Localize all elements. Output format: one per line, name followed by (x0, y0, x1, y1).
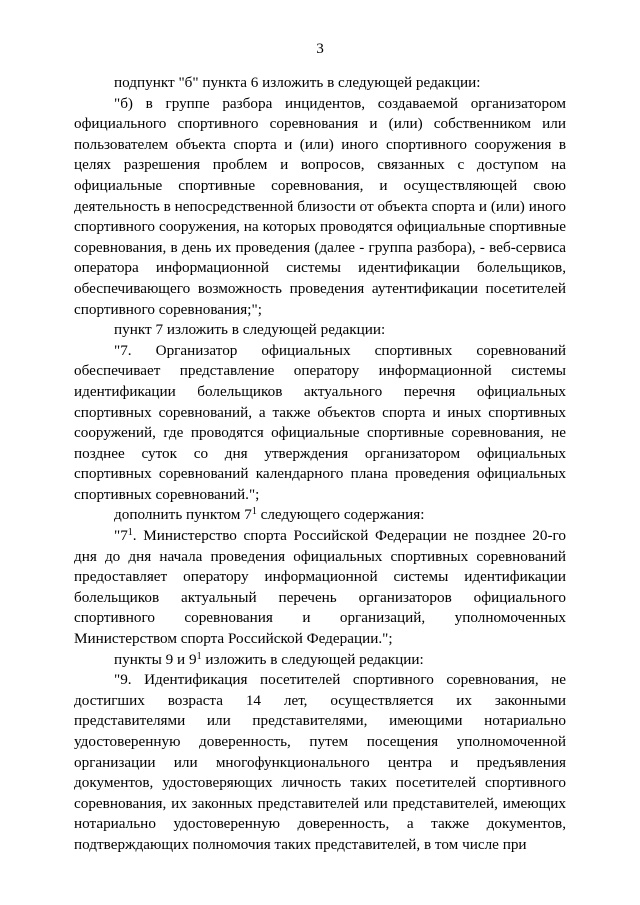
paragraph-text-part: пункты 9 и 9 (114, 650, 197, 668)
paragraph-subpoint-b-text: "б) в группе разбора инцидентов, создаваемой организатором официального спортивного соревнования и (или) собственником или пользователем объекта спорта и (или) иного спортивного сооружения в целях разрешения проблем и вопросов, связанных с доступом на официальные спортивные соревнования, и осуществляющей свою деятельность в непосредственной близости от объекта спорта и (или) иного спортивного сооружения, на которых проводятся официальные спортивные соревнования, в день их проведения (далее - группа разбора), - веб-сервиса оператора информационной системы идентификации болельщиков, обеспечивающего возможность проведения аутентификации посетителей спортивного соревнования;"; (74, 94, 566, 318)
paragraph-text-part: . Министерство спорта Российской Федерации не позднее 20-го дня до дня начала проведения официальных спортивных соревнований предоставляет оператору информационной системы идентификации болельщиков актуальный перечень организаторов официального спортивного соревнования и организаций, уполномоченных Министерством спорта Российской Федерации."; (74, 527, 566, 648)
superscript: 1 (127, 527, 133, 539)
paragraph-point-7-1-text (74, 526, 566, 650)
paragraph-amend-point-7: пункт 7 изложить в следующей редакции: (114, 321, 386, 339)
superscript: 1 (196, 650, 202, 662)
document-body (74, 73, 566, 856)
paragraph-point-9-text: "9. Идентификация посетителей спортивного соревнования, не достигших возраста 14 лет, осуществляется их законными представителями или представителями, имеющими нотариально удостоверенную доверенность, путем посещения уполномоченной организации или многофункционального центра и предъявления документов, удостоверяющих личность таких посетителей спортивного соревнования, их законных представителей или представителей, имеющих нотариально удостоверенную доверенность, а также документов, подтверждающих полномочия таких представителей, в том числе при (74, 671, 566, 853)
superscript: 1 (251, 506, 257, 518)
paragraph-amend-subpoint-b: подпункт "б" пункта 6 изложить в следующей редакции: (114, 74, 481, 91)
page-number: 3 (316, 40, 324, 57)
paragraph-text-part: изложить в следующей редакции: (201, 650, 424, 668)
paragraph-amend-points-9 (74, 650, 566, 671)
paragraph-text-part: "7 (114, 527, 128, 545)
paragraph-text-part: дополнить пунктом 7 (114, 506, 252, 524)
paragraph-point-7-text: "7. Организатор официальных спортивных соревнований обеспечивает представление оператору информационной системы идентификации болельщиков актуального перечня официальных спортивных соревнований, а также объектов спорта и иных спортивных сооружений, где проводятся официальные спортивные соревнования, не позднее суток со дня утверждения организатором официальных спортивных соревнований календарного плана проведения официальных спортивных соревнований."; (74, 341, 566, 503)
paragraph-text-part: следующего содержания: (256, 506, 425, 524)
paragraph-add-point-7-1 (74, 505, 566, 526)
